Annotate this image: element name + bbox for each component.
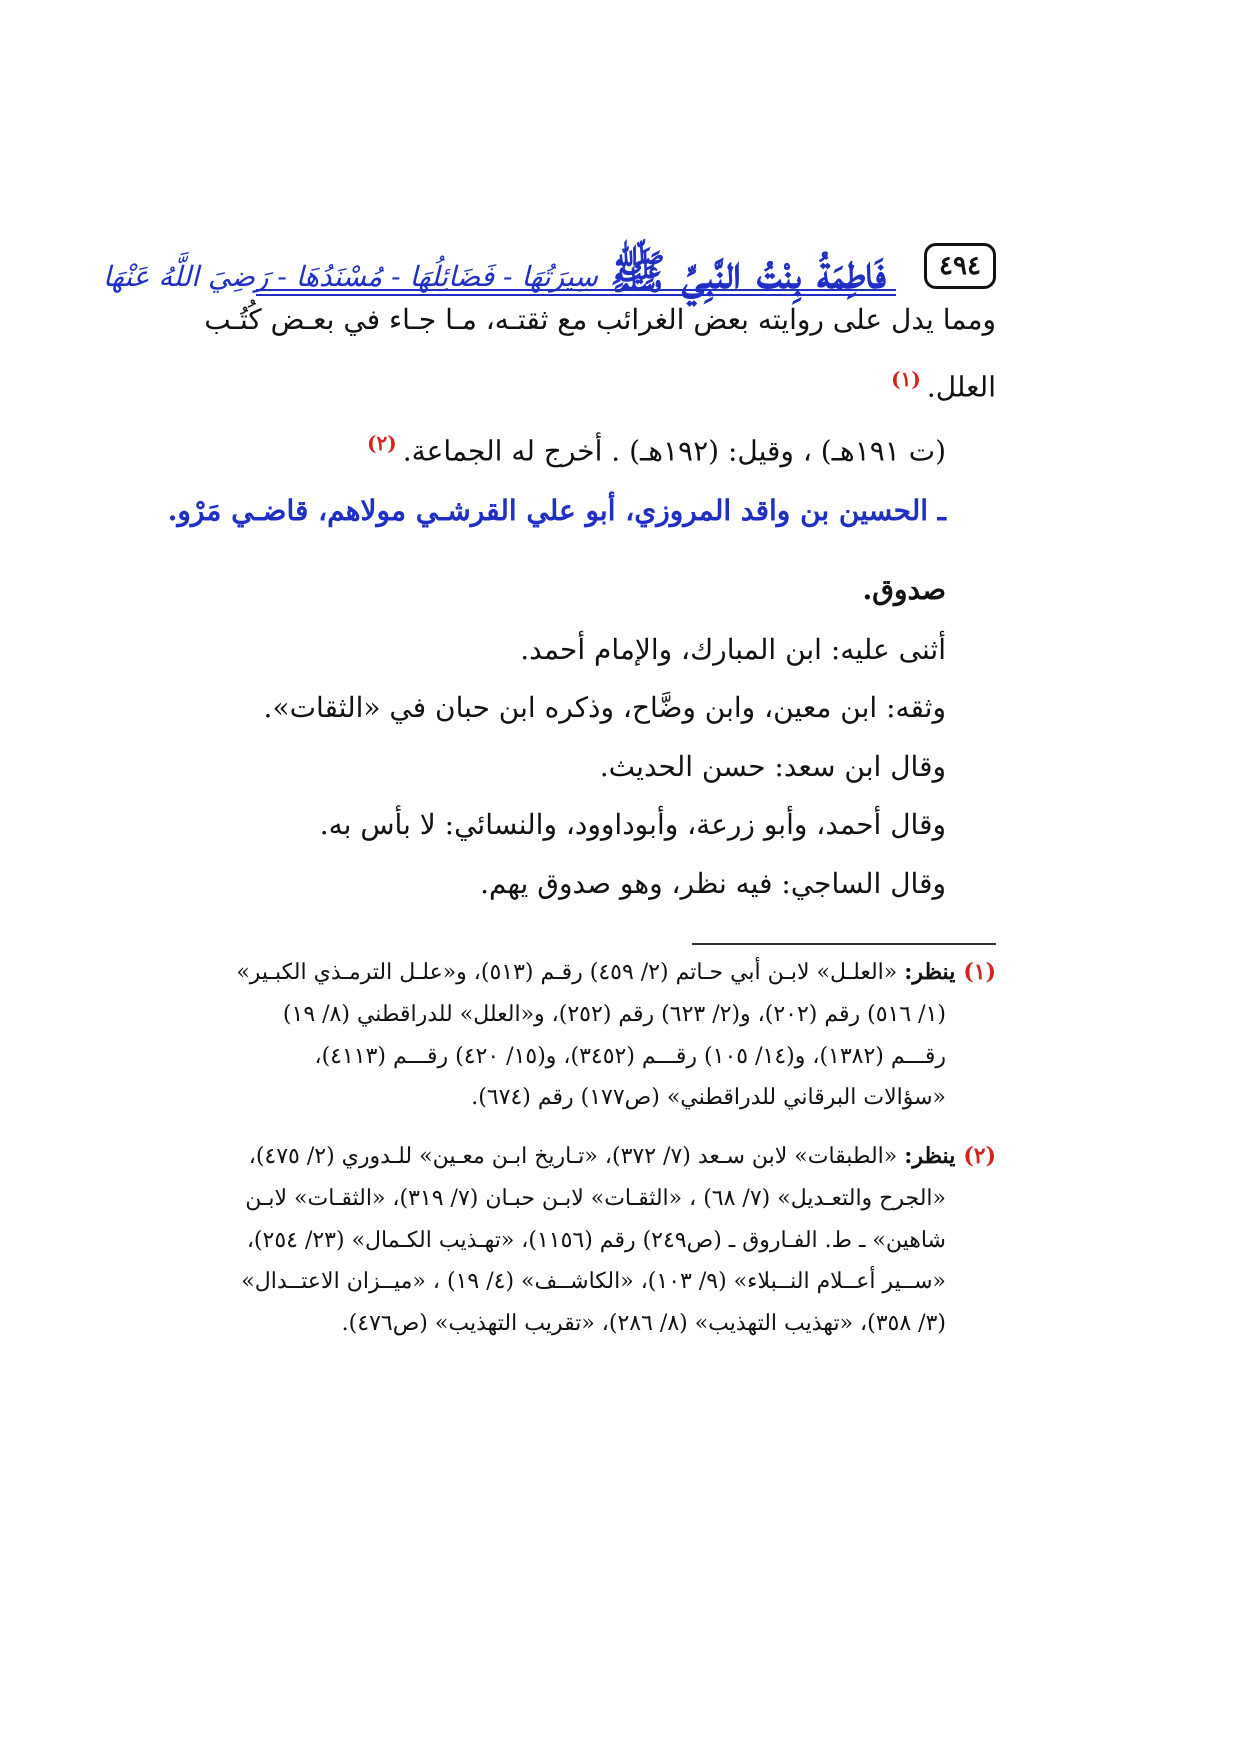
page-number: ٤٩٤ bbox=[924, 243, 996, 289]
footnote-number: (١) bbox=[963, 959, 996, 985]
footnote-divider bbox=[692, 943, 996, 945]
footnote-number: (٢) bbox=[963, 1143, 996, 1169]
footnote-1-line-4: «سؤالات البرقاني للدراقطني» (ص١٧٧) رقم (٦٧٤). bbox=[471, 1085, 946, 1111]
body-line-9: وقال أحمد، وأبو زرعة، وأبوداوود، والنسائي: لا بأس به. bbox=[319, 808, 946, 841]
footnote-2-line-3: شاهين» ـ ط. الفـاروق ـ (ص٢٤٩) رقم (١١٥٦)، «تهـذيب الكـمال» (٢٣/ ٢٥٤)، bbox=[246, 1227, 946, 1253]
body-line-6: أثنى عليه: ابن المبارك، والإمام أحمد. bbox=[520, 633, 946, 666]
header-title bbox=[102, 215, 886, 299]
footnote-2-line-5: (٣/ ٣٥٨)، «تهذيب التهذيب» (٨/ ٢٨٦)، «تقريب التهذيب» (ص٤٧٦). bbox=[341, 1311, 946, 1337]
body-line-8: وقال ابن سعد: حسن الحديث. bbox=[599, 750, 946, 783]
body-line-2-text: العلل. bbox=[926, 370, 996, 404]
footnote-ref-1[interactable]: (١) bbox=[891, 367, 921, 391]
footnote-2-line-1 bbox=[248, 1136, 996, 1178]
footnote-1-line-3: رقـــم (١٣٨٢)، و(١٤/ ١٠٥) رقـــم (٣٤٥٢)، و(١٥/ ٤٢٠) رقـــم (٤١١٣)، bbox=[314, 1043, 946, 1069]
footnote-label: ينظر: bbox=[904, 1143, 956, 1169]
body-line-3 bbox=[256, 430, 996, 470]
narrator-heading: ـ الحسين بن واقد المروزي، أبو علي القرشـي مولاهم، قاضـي مَرْو. bbox=[167, 494, 946, 527]
body-line-7: وثقه: ابن معين، وابن وضَّاح، وذكره ابن حبان في «الثقات». bbox=[263, 691, 946, 724]
page-header bbox=[102, 215, 996, 299]
header-divider-secondary bbox=[256, 294, 896, 296]
body-line-2 bbox=[256, 366, 996, 406]
body-line-10: وقال الساجي: فيه نظر، وهو صدوق يهم. bbox=[480, 867, 946, 900]
book-title: فَاطِمَةُ بِنْتُ النَّبِيِّ ﷺ bbox=[610, 245, 886, 299]
footnote-1-line-1 bbox=[236, 952, 996, 994]
footnote-text: «العلـل» لابـن أبي حـاتم (٢/ ٤٥٩) رقـم (٥١٣)، و«علـل الترمـذي الكبـير» bbox=[236, 960, 898, 985]
footnote-1-line-2: (١/ ٥١٦) رقم (٢٠٢)، و(٢/ ٦٢٣) رقم (٢٥٢)، و«العلل» للدراقطني (٨/ ١٩) bbox=[282, 1001, 946, 1027]
body-line-1: ومما يدل على روايته بعض الغرائب مع ثقتـه، مـا جـاء في بعـض كُتُـب bbox=[204, 303, 996, 336]
footnote-2-line-2: «الجرح والتعـديل» (٧/ ٦٨) ، «الثقـات» لابـن حبـان (٧/ ٣١٩)، «الثقـات» لابـن bbox=[245, 1185, 946, 1211]
footnote-ref-2[interactable]: (٢) bbox=[367, 431, 397, 455]
footnote-label: ينظر: bbox=[904, 959, 956, 985]
book-subtitle: سِيرَتُهَا - فَضَائِلُهَا - مُسْنَدُهَا - رَضِيَ اللَّهُ عَنْهَا bbox=[102, 259, 598, 293]
footnote-1 bbox=[236, 952, 996, 1119]
narrator-grade: صدوق. bbox=[862, 573, 946, 606]
footnote-text: «الطبقات» لابن سـعد (٧/ ٣٧٢)، «تـاريخ ابـن معـين» للـدوري (٢/ ٤٧٥)، bbox=[248, 1144, 898, 1169]
header-divider bbox=[256, 289, 896, 291]
footnote-2-line-4: «ســير أعــلام النــبلاء» (٩/ ١٠٣)، «الكاشــف» (٤/ ١٩) ، «ميــزان الاعتــدال» bbox=[241, 1269, 946, 1295]
body-line-3-text: (ت ١٩١هـ) ، وقيل: (١٩٢هـ) . أخرج له الجماعة. bbox=[402, 434, 946, 468]
footnote-2 bbox=[241, 1136, 996, 1345]
